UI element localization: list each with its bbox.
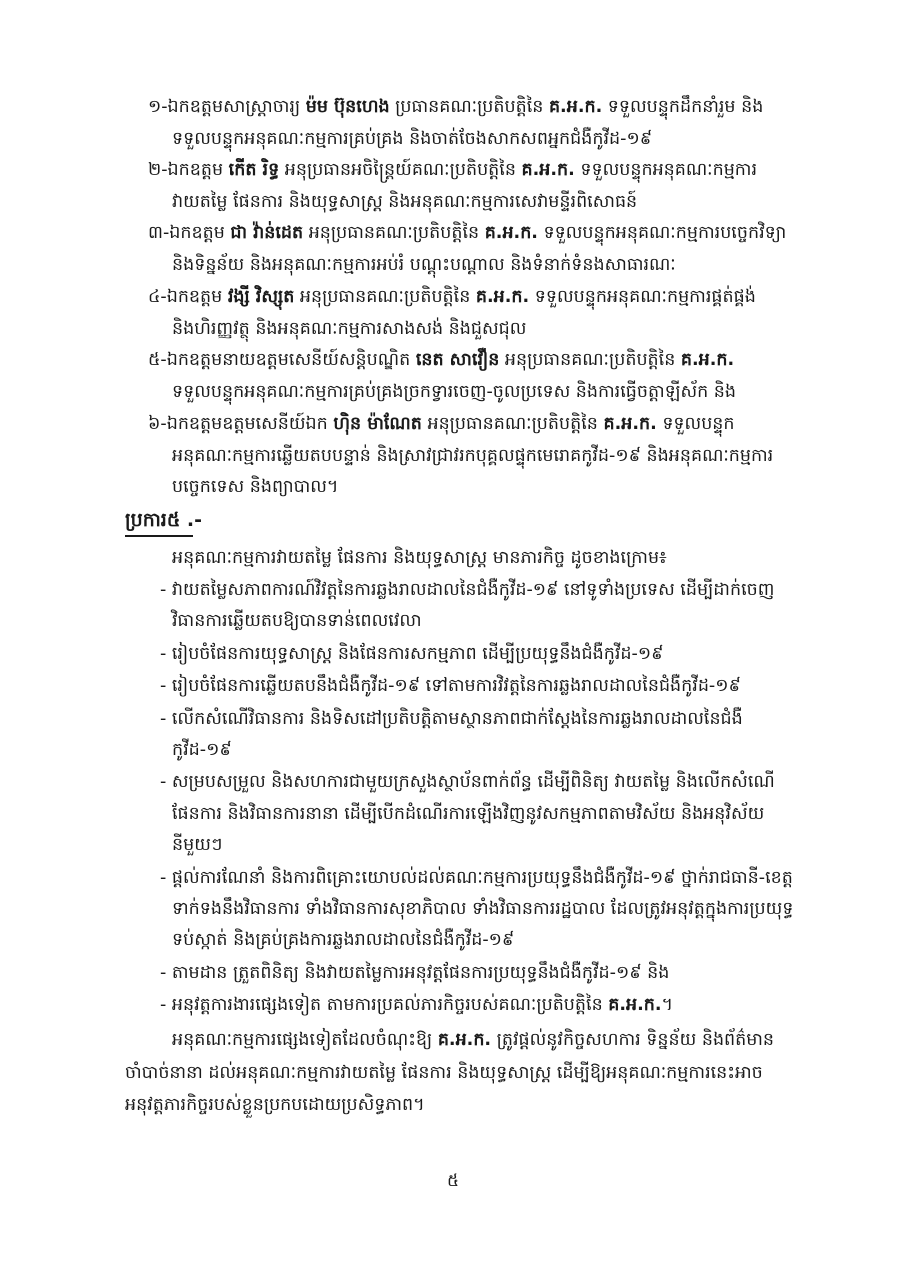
member-duty: ទទួលបន្ទុកដឹកនាំរួម និង — [602, 97, 764, 117]
member-title: ២-ឯកឧត្តម — [148, 160, 229, 180]
duty-line: - តាមដាន ត្រួតពិនិត្យ និងវាយតម្លៃការអនុវត្តផែនការប្រយុទ្ធនឹងជំងឺកូវីដ-១៩ និង — [160, 963, 670, 983]
member-title: ៤-ឯកឧត្តម — [148, 287, 228, 307]
member-4-line-2: និងហិរញ្ញវត្ថុ និងអនុគណៈកម្មការសាងសង់ និងជួសជុល — [172, 319, 527, 339]
member-role: អនុប្រធានគណៈប្រតិបត្តិនៃ — [303, 223, 485, 243]
member-2-line-1 — [148, 155, 757, 185]
article-heading: ប្រការ៥ .- — [125, 509, 203, 531]
member-name: ម៉ម ប៊ុនហេង — [305, 97, 390, 117]
closing-line-3: អនុវត្តភារកិច្ចរបស់ខ្លួនប្រកបដោយប្រសិទ្ធភាព។ — [125, 1095, 425, 1115]
article-intro: អនុគណៈកម្មការវាយតម្លៃ ផែនការ និងយុទ្ធសាស្ត្រ មានភារកិច្ច ដូចខាងក្រោម៖ — [172, 548, 667, 568]
member-title: ១-ឯកឧត្តមសាស្ត្រាចារ្យ — [148, 97, 306, 117]
duty-line: - ផ្តល់ការណែនាំ និងការពិគ្រោះយោបល់ដល់គណៈកម្មការប្រយុទ្ធនឹងជំងឺកូវីដ-១៩ ថ្នាក់រាជធានី-ខេត្ត — [160, 868, 793, 888]
member-role: អនុប្រធានគណៈប្រតិបត្តិនៃ — [499, 350, 681, 370]
member-title: ៥-ឯកឧត្តមនាយឧត្តមសេនីយ៍សន្តិបណ្ឌិត — [148, 350, 416, 370]
member-role: អនុប្រធានគណៈប្រតិបត្តិនៃ — [294, 287, 476, 307]
org-abbreviation: គ.អ.ក. — [437, 1030, 492, 1050]
duty-line: ផែនការ និងវិធានការនានា ដើម្បីបើកដំណើរការឡើងវិញនូវសកម្មភាពតាមវិស័យ និងអនុវិស័យ — [172, 804, 765, 824]
duty-text: - អនុវត្តការងារផ្សេងទៀត តាមការប្រគល់ភារកិច្ចរបស់គណៈប្រតិបត្តិនៃ — [160, 995, 609, 1015]
duty-line: - សម្របសម្រួល និងសហការជាមួយក្រសួងស្ថាប័នពាក់ព័ន្ធ ដើម្បីពិនិត្យ វាយតម្លៃ និងលើកសំណើ — [160, 772, 775, 792]
duty-end: ។ — [661, 995, 674, 1015]
org-abbreviation: គ.អ.ក. — [608, 995, 662, 1015]
page-number: ៥ — [447, 1171, 460, 1191]
member-6-line-2: អនុគណៈកម្មការឆ្លើយតបបន្ទាន់ និងស្រាវជ្រាវរកបុគ្គលផ្ទុកមេរោគកូវីដ-១៩ និងអនុគណៈកម្មការ — [172, 446, 774, 466]
member-5-line-2: ទទួលបន្ទុកអនុគណៈកម្មការគ្រប់គ្រងច្រកទ្វារចេញ-ចូលប្រទេស និងការធ្វើចត្តាឡីស័ក និង — [172, 382, 737, 402]
member-4-line-1 — [148, 282, 756, 312]
duty-line: ទាក់ទងនឹងវិធានការ ទាំងវិធានការសុខាភិបាល ទាំងវិធានការរដ្ឋបាល ដែលត្រូវអនុវត្តក្នុងការប្រយុទ្ធ — [172, 899, 794, 919]
heading-underline — [125, 535, 193, 537]
closing-line-1 — [172, 1025, 774, 1055]
member-5-line-1 — [148, 345, 734, 375]
member-name: ហ៊ិន ម៉ាណែត — [333, 414, 422, 434]
member-duty: ទទួលបន្ទុក — [656, 414, 735, 434]
member-role: ប្រធានគណៈប្រតិបត្តិនៃ — [389, 97, 549, 117]
duty-line: កូវីដ-១៩ — [172, 740, 232, 760]
duty-line: - រៀបចំផែនការយុទ្ធសាស្ត្រ និងផែនការសកម្មភាព ដើម្បីប្រយុទ្ធនឹងជំងឺកូវីដ-១៩ — [160, 644, 664, 664]
member-duty: ទទួលបន្ទុកអនុគណៈកម្មការផ្គត់ផ្គង់ — [529, 287, 756, 307]
closing-line-2: ចាំបាច់នានា ដល់អនុគណៈកម្មការវាយតម្លៃ ផែនការ និងយុទ្ធសាស្ត្រ ដើម្បីឱ្យអនុគណៈកម្មការនេះអាច — [125, 1063, 763, 1083]
org-abbreviation: គ.អ.ក. — [680, 350, 735, 370]
member-2-line-2: វាយតម្លៃ ផែនការ និងយុទ្ធសាស្ត្រ និងអនុគណៈកម្មការសេវាមន្ទីរពិសោធន៍ — [172, 192, 638, 212]
member-title: ៦-ឯកឧត្តមឧត្តមសេនីយ៍ឯក — [148, 414, 334, 434]
org-abbreviation: គ.អ.ក. — [548, 97, 603, 117]
closing-text: អនុគណៈកម្មការផ្សេងទៀតដែលចំណុះឱ្យ — [172, 1030, 438, 1050]
member-name: វង្សី វិស្សុត — [227, 287, 295, 307]
member-role: អនុប្រធានគណៈប្រតិបត្តិនៃ — [421, 414, 604, 434]
member-3-line-1 — [148, 218, 786, 248]
member-1-line-2: ទទួលបន្ទុកអនុគណៈកម្មការគ្រប់គ្រង និងចាត់ចែងសាកសពអ្នកជំងឺកូវីដ-១៩ — [172, 129, 653, 149]
member-name: នេត សាវឿន — [415, 350, 500, 370]
duty-line: - វាយតម្លៃសភាពការណ៍វិវត្តនៃការឆ្លងរាលដាលនៃជំងឺកូវីដ-១៩ នៅទូទាំងប្រទេស ដើម្បីដាក់ចេញ — [160, 580, 775, 600]
duty-line: វិធានការឆ្លើយតបឱ្យបានទាន់ពេលវេលា — [172, 611, 422, 631]
duty-line: ទប់ស្កាត់ និងគ្រប់គ្រងការឆ្លងរាលដាលនៃជំងឺកូវីដ-១៩ — [172, 930, 515, 950]
member-duty: ទទួលបន្ទុកអនុគណៈកម្មការបច្ចេកវិទ្យា — [537, 223, 787, 243]
member-role: អនុប្រធានអចិន្ត្រៃយ៍គណៈប្រតិបត្តិនៃ — [279, 160, 522, 180]
org-abbreviation: គ.អ.ក. — [521, 160, 575, 180]
member-title: ៣-ឯកឧត្តម — [148, 223, 231, 243]
member-1-line-1 — [148, 92, 763, 122]
member-6-line-1 — [148, 409, 735, 439]
duty-line-last — [160, 990, 673, 1020]
closing-text: ត្រូវផ្តល់នូវកិច្ចសហការ ទិន្នន័យ និងព័ត៌មាន — [491, 1030, 775, 1050]
duty-line: - លើកសំណើវិធានការ និងទិសដៅប្រតិបត្តិតាមស្ថានភាពជាក់ស្តែងនៃការឆ្លងរាលដាលនៃជំងឺ — [160, 709, 743, 729]
org-abbreviation: គ.អ.ក. — [475, 287, 530, 307]
org-abbreviation: គ.អ.ក. — [484, 223, 538, 243]
member-3-line-2: និងទិន្នន័យ និងអនុគណៈកម្មការអប់រំ បណ្តុះបណ្តាល និងទំនាក់ទំនងសាធារណៈ — [172, 255, 676, 275]
duty-line: - រៀបចំផែនការឆ្លើយតបនឹងជំងឺកូវីដ-១៩ ទៅតាមការវិវត្តនៃការឆ្លងរាលដាលនៃជំងឺកូវីដ-១៩ — [160, 676, 741, 696]
member-name: កើត រិទ្ធ — [228, 160, 280, 180]
org-abbreviation: គ.អ.ក. — [603, 414, 657, 434]
duty-line: នីមួយៗ — [172, 835, 223, 855]
member-name: ជា វ៉ាន់ដេត — [230, 223, 304, 243]
member-6-line-3: បច្ចេកទេស និងព្យាបាល។ — [172, 477, 339, 497]
member-duty: ទទួលបន្ទុកអនុគណៈកម្មការ — [574, 160, 758, 180]
